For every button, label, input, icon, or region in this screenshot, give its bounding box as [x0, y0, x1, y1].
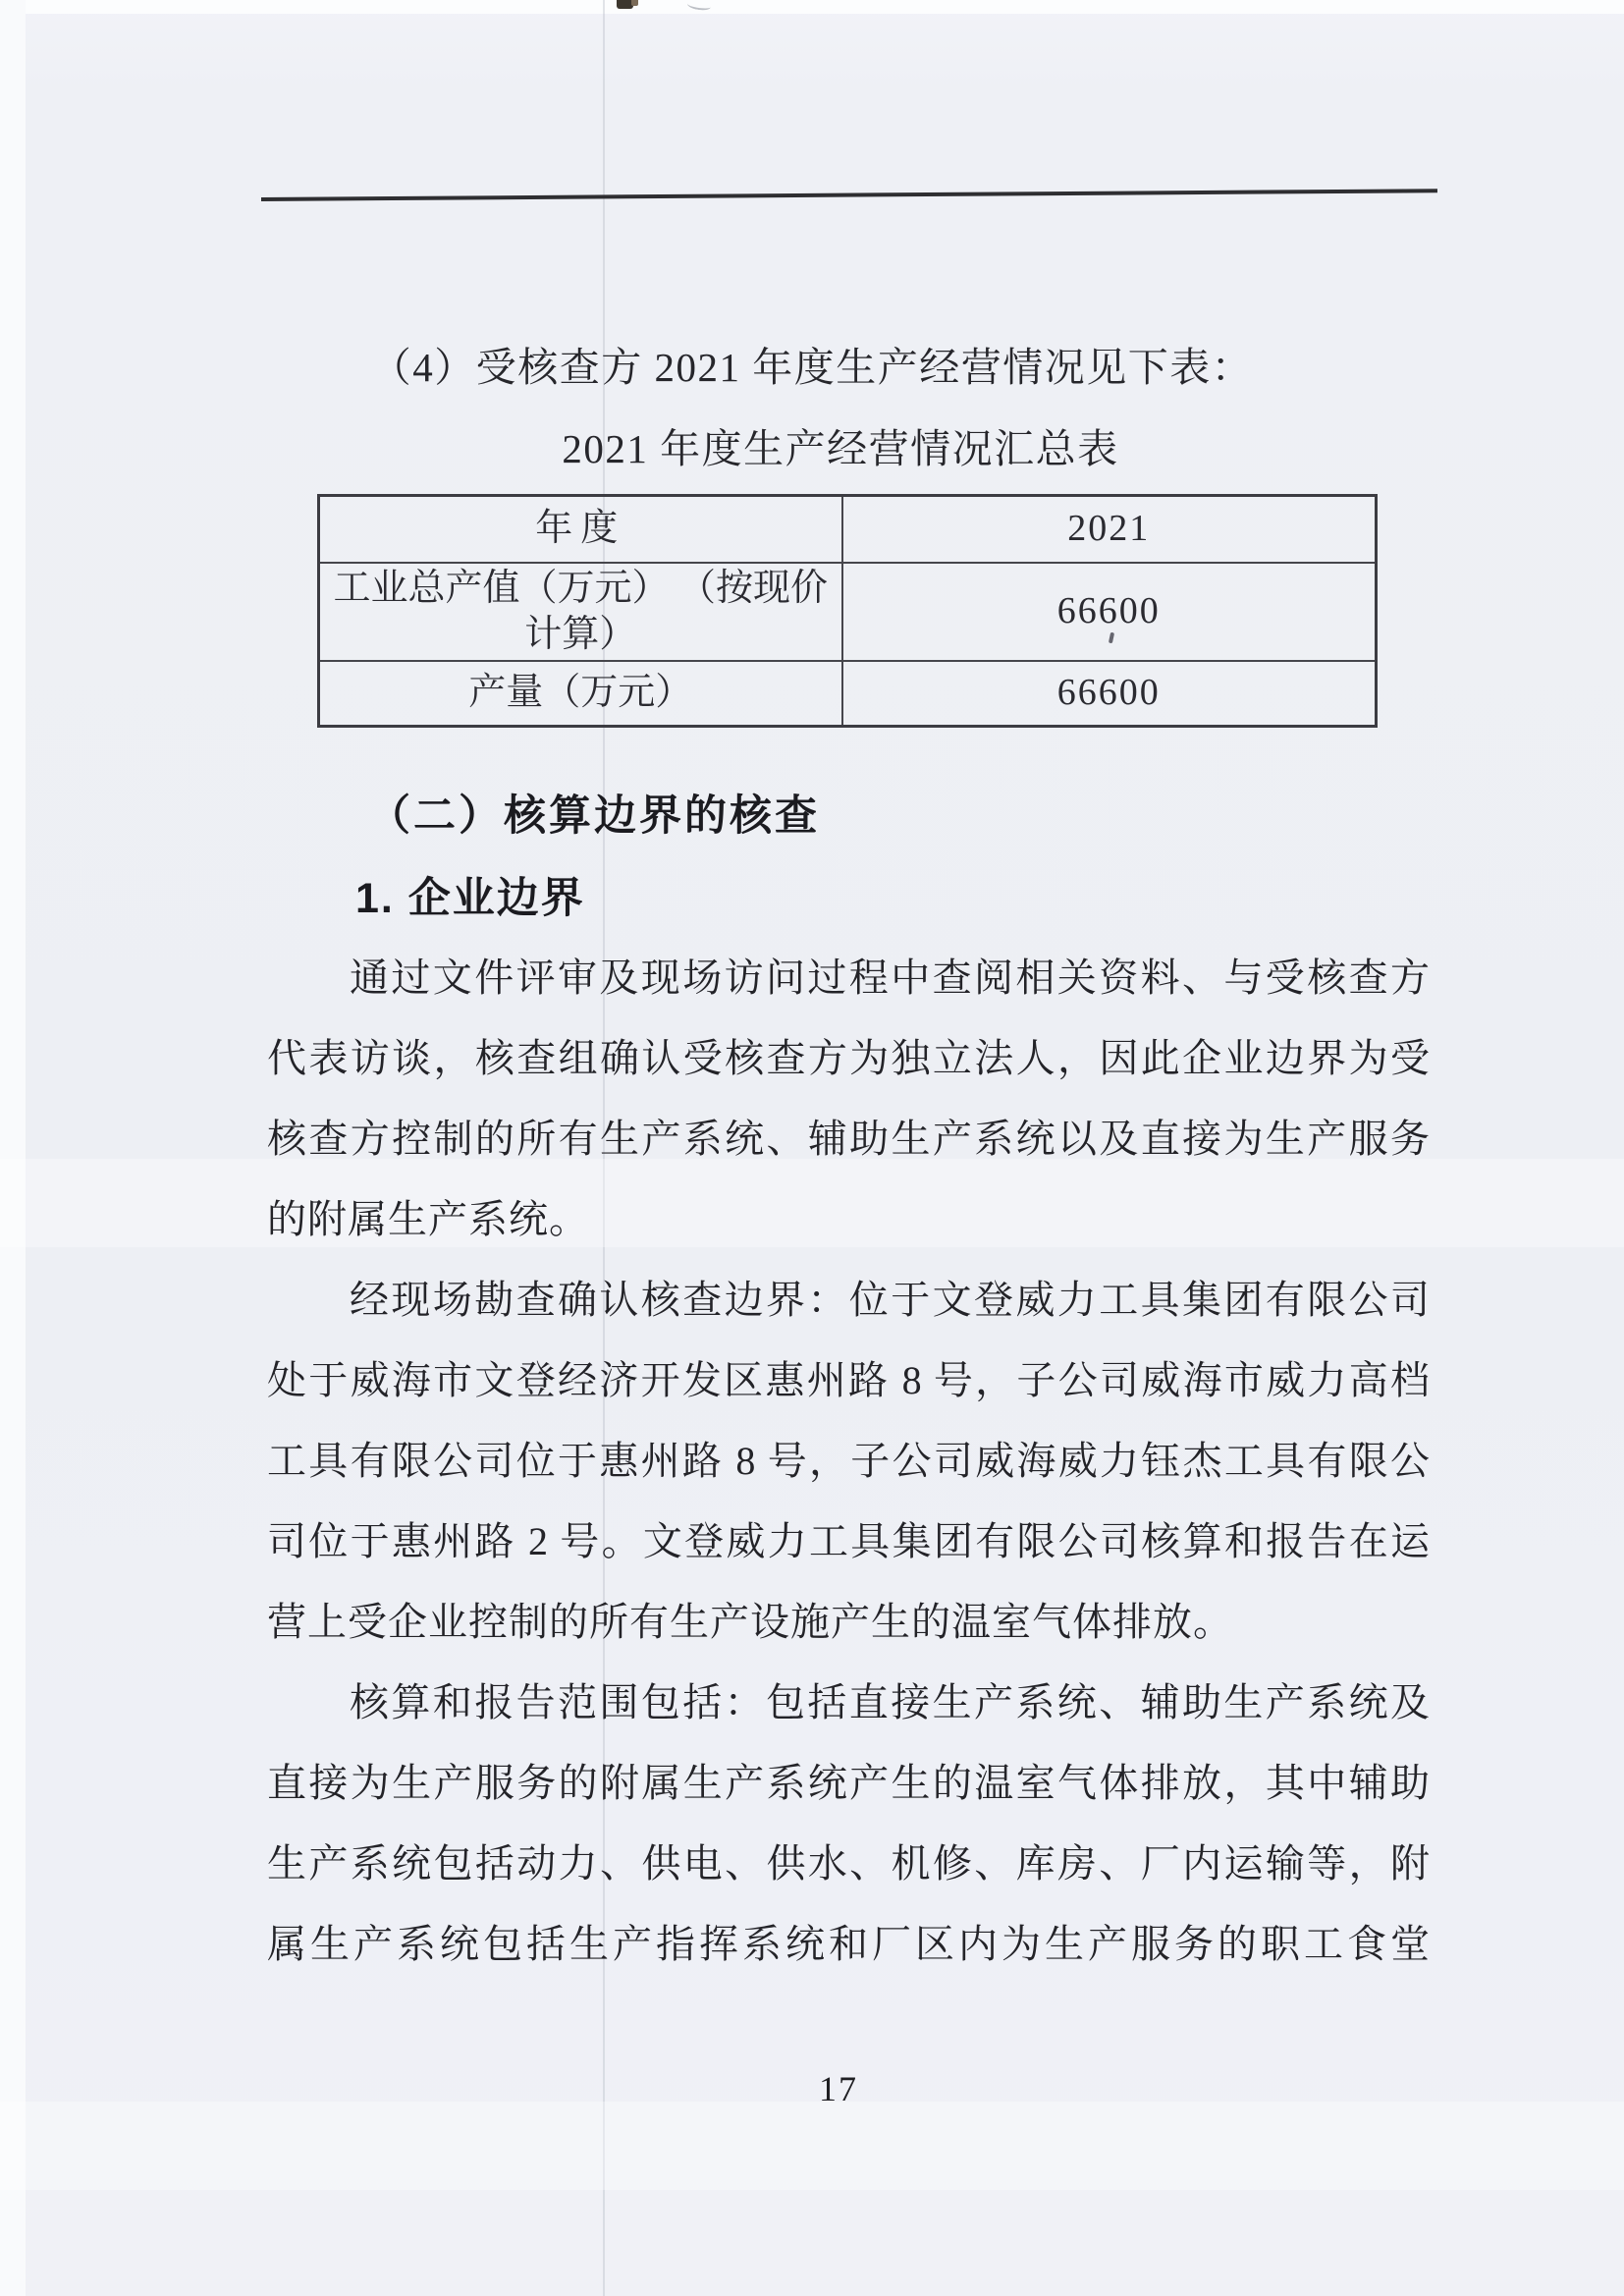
table-row-production — [319, 661, 1377, 727]
scan-smudge-brown — [631, 0, 638, 6]
year-label-cell: 年度 — [319, 496, 842, 564]
body-line: 核查方控制的所有生产系统、辅助生产系统以及直接为生产服务 — [267, 1117, 1430, 1161]
output-value-cell: 66600 — [842, 563, 1377, 661]
production-summary-table — [317, 494, 1378, 728]
body-line: 属生产系统包括生产指挥系统和厂区内为生产服务的职工食堂 — [267, 1922, 1430, 1966]
page-number: 17 — [819, 2069, 858, 2108]
scan-band — [0, 2102, 1624, 2190]
table-row-year — [319, 496, 1377, 564]
body-line: 核算和报告范围包括：包括直接生产系统、辅助生产系统及 — [350, 1680, 1430, 1724]
table-title: 2021 年度生产经营情况汇总表 — [562, 426, 1119, 471]
body-line: 工具有限公司位于惠州路 8 号，子公司威海威力钰杰工具有限公 — [267, 1439, 1430, 1483]
section-heading: （二）核算边界的核查 — [368, 793, 820, 840]
body-line: 代表访谈，核查组确认受核查方为独立法人，因此企业边界为受 — [267, 1036, 1430, 1080]
body-line: 的附属生产系统。 — [267, 1197, 589, 1241]
body-line: 营上受企业控制的所有生产设施产生的温室气体排放。 — [267, 1600, 1233, 1644]
production-value-cell: 66600 — [842, 661, 1377, 727]
body-line: 经现场勘查确认核查边界：位于文登威力工具集团有限公司 — [350, 1278, 1430, 1322]
table-row-output-value — [319, 563, 1377, 661]
body-line: 直接为生产服务的附属生产系统产生的温室气体排放，其中辅助 — [267, 1761, 1430, 1805]
body-text-block — [267, 938, 1430, 1985]
intro-line: （4）受核查方 2021 年度生产经营情况见下表： — [370, 345, 1254, 390]
scan-edge-top — [0, 0, 1624, 14]
header-rule — [261, 189, 1437, 201]
body-line: 生产系统包括动力、供电、供水、机修、库房、厂内运输等，附 — [267, 1841, 1430, 1886]
body-line: 处于威海市文登经济开发区惠州路 8 号，子公司威海市威力高档 — [267, 1358, 1430, 1402]
output-value-label-cell: 工业总产值（万元） （按现价计算） — [319, 563, 842, 661]
production-label-cell: 产量（万元） — [319, 661, 842, 727]
body-line: 司位于惠州路 2 号。文登威力工具集团有限公司核算和报告在运 — [267, 1519, 1430, 1563]
body-line: 通过文件评审及现场访问过程中查阅相关资料、与受核查方 — [350, 956, 1430, 1000]
year-value-cell: 2021 — [842, 496, 1377, 564]
subsection-heading: 1. 企业边界 — [355, 875, 585, 922]
